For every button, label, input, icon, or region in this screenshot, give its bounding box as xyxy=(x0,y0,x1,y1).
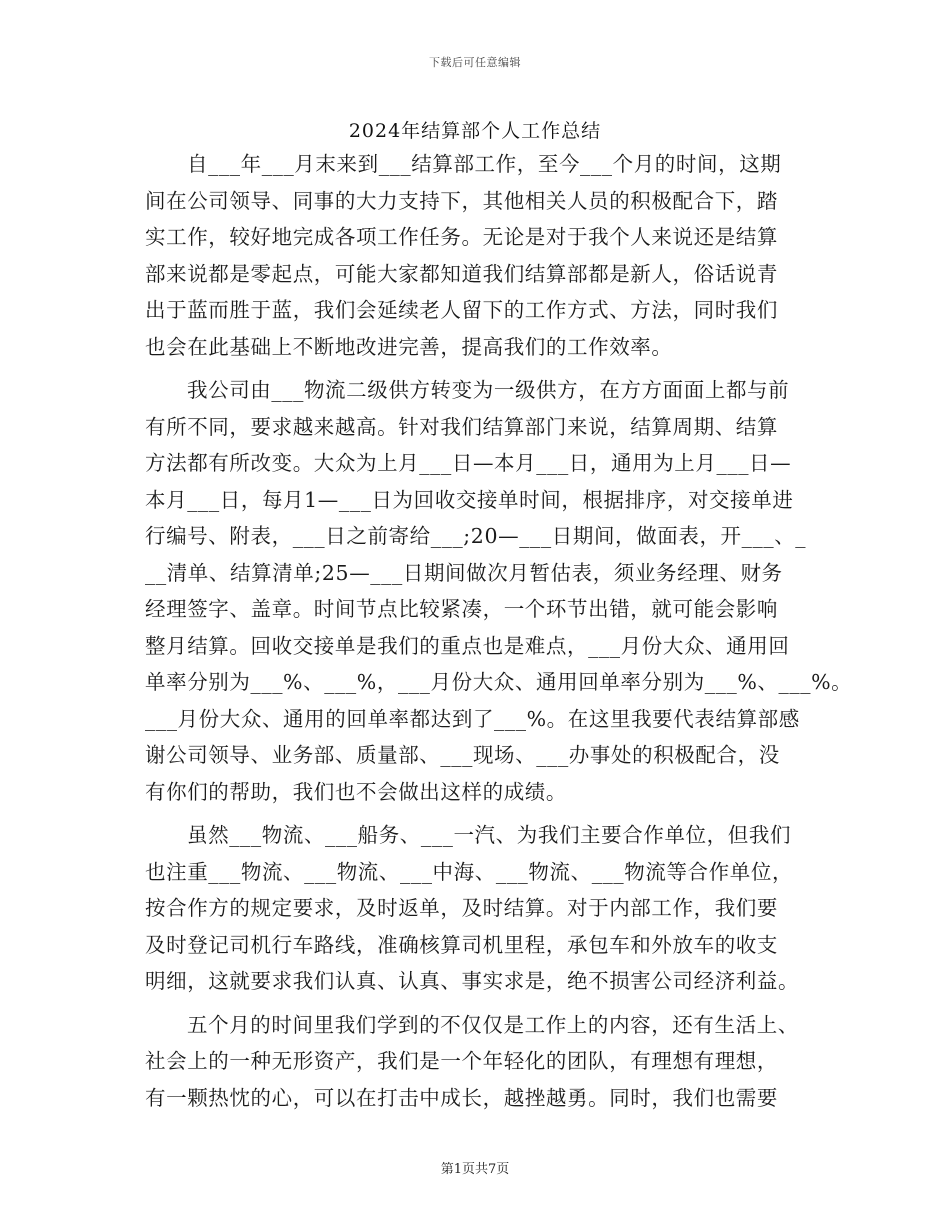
paragraph-line: 行编号、附表，___日之前寄给___;20—___日期间，做面表，开___、_ xyxy=(145,524,807,548)
paragraph-line: 部来说都是零起点，可能大家都知道我们结算部都是新人，俗话说青 xyxy=(145,261,778,286)
paragraph-line: ___月份大众、通用的回单率都达到了___%。在这里我要代表结算部感 xyxy=(145,706,800,731)
paragraph-line: 明细，这就要求我们认真、认真、事实求是，绝不损害公司经济利益。 xyxy=(145,969,800,993)
paragraph-1 xyxy=(145,146,825,365)
paragraph-line: __清单、结算清单;25—___日期间做次月暂估表，须业务经理、财务 xyxy=(145,560,783,585)
paragraph-line: 及时登记司机行车路线，准确核算司机里程，承包车和外放车的收支 xyxy=(145,932,778,957)
document-body xyxy=(145,146,853,1116)
paragraph-line: 有所不同，要求越来越高。针对我们结算部门来说，结算周期、结算 xyxy=(145,414,778,439)
paragraph-line: 我公司由___物流二级供方转变为一级供方，在方方面面上都与前 xyxy=(187,378,790,402)
paragraph-line: 出于蓝而胜于蓝，我们会延续老人留下的工作方式、方法，同时我们 xyxy=(145,298,778,322)
paragraph-2 xyxy=(145,372,853,810)
paragraph-line: 单率分别为___%、___%，___月份大众、通用回单率分别为___%、___%。 xyxy=(145,670,853,694)
paragraph-3 xyxy=(145,817,825,1000)
paragraph-line: 有你们的帮助，我们也不会做出这样的成绩。 xyxy=(145,779,567,804)
paragraph-line: 社会上的一种无形资产，我们是一个年轻化的团队，有理想有理想， xyxy=(145,1049,778,1073)
paragraph-line: 也注重___物流、___物流、___中海、___物流、___物流等合作单位， xyxy=(145,859,794,884)
paragraph-line: 经理签字、盖章。时间节点比较紧凑，一个环节出错，就可能会影响 xyxy=(145,597,778,621)
paragraph-line: 有一颗热忱的心，可以在打击中成长，越挫越勇。同时，我们也需要 xyxy=(145,1085,778,1110)
paragraph-line: 虽然___物流、___船务、___一汽、为我们主要合作单位，但我们 xyxy=(187,823,792,847)
paragraph-line: 方法都有所改变。大众为上月___日—本月___日，通用为上月___日— xyxy=(145,451,792,475)
paragraph-line: 整月结算。回收交接单是我们的重点也是难点，___月份大众、通用回 xyxy=(145,633,790,658)
paragraph-line: 自___年___月末来到___结算部工作，至今___个月的时间，这期 xyxy=(187,152,782,176)
paragraph-line: 本月___日，每月1—___日为回收交接单时间，根据排序，对交接单进 xyxy=(145,487,794,512)
paragraph-line: 五个月的时间里我们学到的不仅仅是工作上的内容，还有生活上、 xyxy=(187,1012,799,1037)
paragraph-line: 谢公司领导、业务部、质量部、___现场、___办事处的积极配合，没 xyxy=(145,743,780,767)
paragraph-line: 按合作方的规定要求，及时返单，及时结算。对于内部工作，我们要 xyxy=(145,896,778,920)
page-header-note: 下载后可任意编辑 xyxy=(429,56,521,69)
page-number-footer: 第1页共7页 xyxy=(440,1162,510,1177)
document-title: 2024年结算部个人工作总结 xyxy=(348,120,602,142)
paragraph-4 xyxy=(145,1007,825,1117)
paragraph-line: 也会在此基础上不断地改进完善，提高我们的工作效率。 xyxy=(145,334,673,359)
paragraph-line: 实工作，较好地完成各项工作任务。无论是对于我个人来说还是结算 xyxy=(145,225,778,249)
paragraph-line: 间在公司领导、同事的大力支持下，其他相关人员的积极配合下，踏 xyxy=(145,188,778,213)
